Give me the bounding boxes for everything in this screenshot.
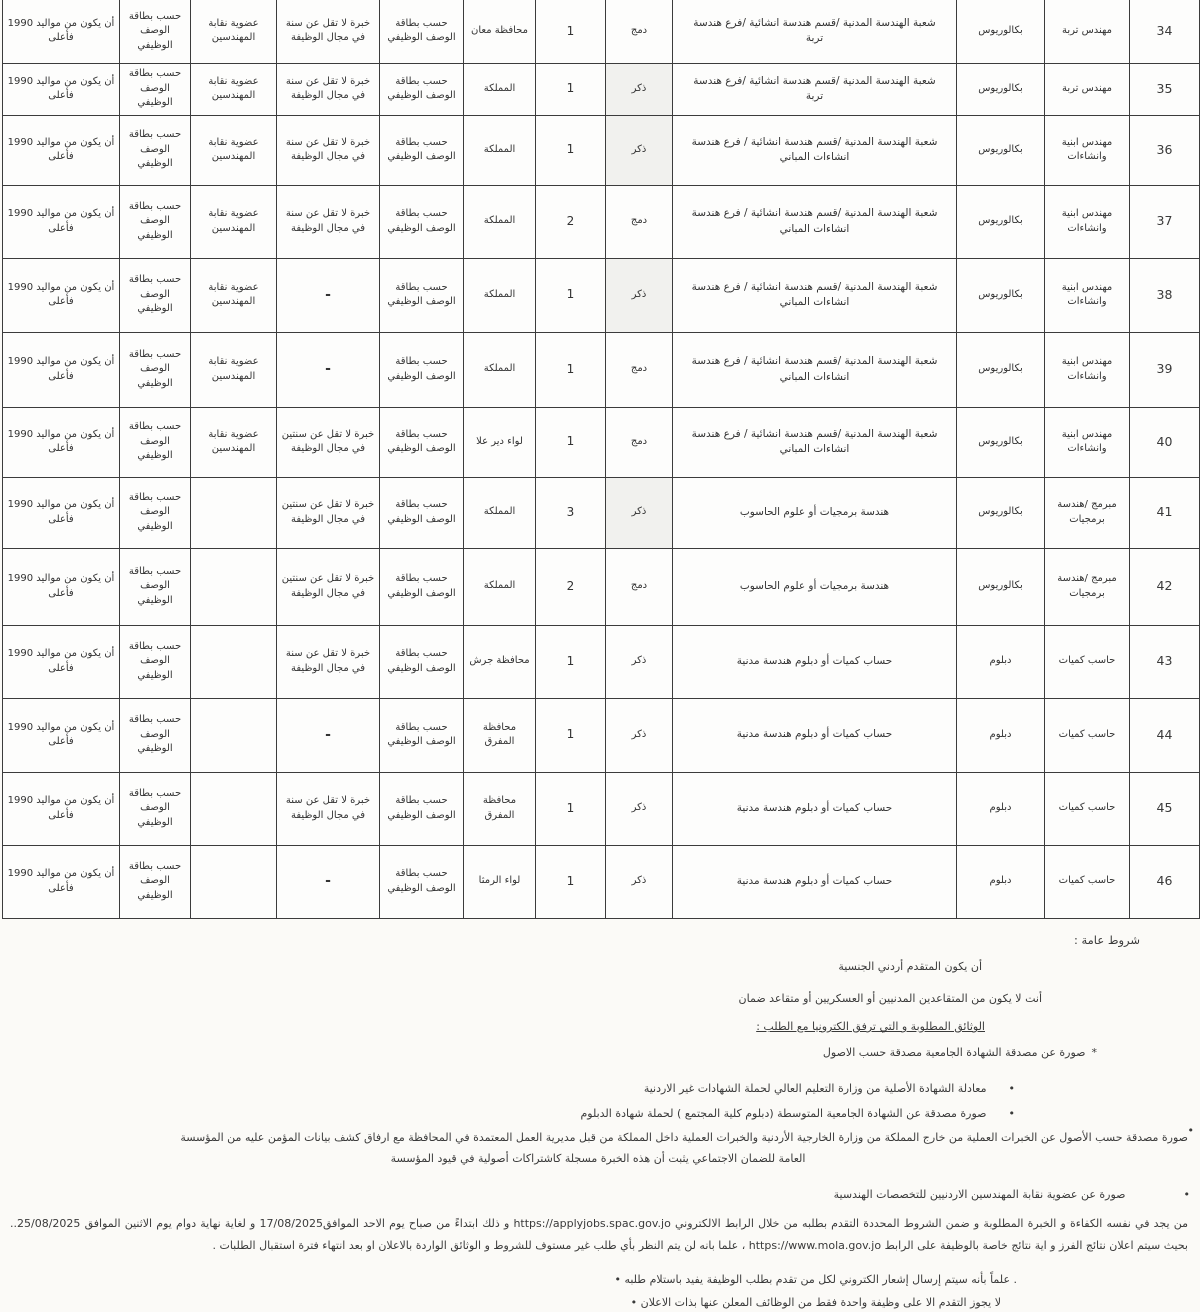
cell-birth: أن يكون من مواليد 1990 فأعلى <box>3 0 120 63</box>
cell-exp: - <box>277 258 380 332</box>
cell-birth: أن يكون من مواليد 1990 فأعلى <box>3 548 120 625</box>
cell-spec: هندسة برمجيات أو علوم الحاسوب <box>673 477 957 548</box>
cell-qual: دبلوم <box>957 845 1045 918</box>
jobs-table <box>2 0 1200 919</box>
cell-synd: عضوية نقابة المهندسين <box>191 115 277 185</box>
cell-count: 2 <box>536 548 606 625</box>
cell-gender: دمج <box>606 332 673 407</box>
table-row <box>3 772 1200 845</box>
cell-title: مهندس ابنية وانشاءات <box>1045 407 1130 477</box>
cell-desc1: حسب بطاقة الوصف الوظيفي <box>380 407 464 477</box>
condition-not-retired: أنت لا يكون من المتقاعدين المدنيين أو العسكريين أو متقاعد ضمان <box>738 992 1042 1005</box>
cell-title: حاسب كميات <box>1045 625 1130 698</box>
cell-num: 37 <box>1130 185 1200 258</box>
cell-location: المملكة <box>464 115 536 185</box>
cell-qual: بكالوريوس <box>957 548 1045 625</box>
cell-desc2: حسب بطاقة الوصف الوظيفي <box>120 332 191 407</box>
cell-location: محافظة المفرق <box>464 772 536 845</box>
cell-birth: أن يكون من مواليد 1990 فأعلى <box>3 772 120 845</box>
cell-spec: شعبة الهندسة المدنية /قسم هندسة انشائية /فرع هندسة تربة <box>673 0 957 63</box>
cell-desc1: حسب بطاقة الوصف الوظيفي <box>380 258 464 332</box>
cell-qual: بكالوريوس <box>957 185 1045 258</box>
cell-spec: شعبة الهندسة المدنية /قسم هندسة انشائية / فرع هندسة انشاءات المباني <box>673 407 957 477</box>
cell-location: محافظة جرش <box>464 625 536 698</box>
table-row <box>3 332 1200 407</box>
cell-qual: دبلوم <box>957 698 1045 772</box>
cell-birth: أن يكون من مواليد 1990 فأعلى <box>3 625 120 698</box>
cell-count: 1 <box>536 772 606 845</box>
cell-desc2: حسب بطاقة الوصف الوظيفي <box>120 115 191 185</box>
cell-num: 36 <box>1130 115 1200 185</box>
cell-synd: عضوية نقابة المهندسين <box>191 332 277 407</box>
cell-qual: بكالوريوس <box>957 0 1045 63</box>
note-electronic-receipt: . علماً بأنه سيتم إرسال إشعار الكتروني لكل من تقدم بطلب الوظيفة يفيد باستلام طلبه • <box>614 1273 1017 1286</box>
cell-birth: أن يكون من مواليد 1990 فأعلى <box>3 63 120 115</box>
cell-location: المملكة <box>464 332 536 407</box>
document-item-experience <box>8 1124 1194 1170</box>
cell-desc1: حسب بطاقة الوصف الوظيفي <box>380 477 464 548</box>
condition-nationality: أن يكون المتقدم أردني الجنسية <box>838 960 982 973</box>
cell-desc1: حسب بطاقة الوصف الوظيفي <box>380 63 464 115</box>
table-row <box>3 477 1200 548</box>
cell-synd: عضوية نقابة المهندسين <box>191 0 277 63</box>
cell-count: 1 <box>536 407 606 477</box>
cell-count: 1 <box>536 63 606 115</box>
document-item-syndicate <box>834 1188 1190 1201</box>
apply-jobs-link: https://applyjobs.spac.gov.jo <box>513 1217 671 1230</box>
cell-exp: خبرة لا تقل عن سنة في مجال الوظيفة <box>277 185 380 258</box>
cell-spec: حساب كميات أو دبلوم هندسة مدنية <box>673 772 957 845</box>
cell-count: 1 <box>536 332 606 407</box>
cell-num: 45 <box>1130 772 1200 845</box>
table-row <box>3 698 1200 772</box>
document-item-text: صورة عن مصدقة الشهادة الجامعية مصدقة حسب الاصول <box>822 1046 1086 1059</box>
document-item-text: صورة مصدقة عن الشهادة الجامعية المتوسطة (دبلوم كلية المجتمع ) لحملة شهادة الدبلوم <box>580 1107 987 1120</box>
cell-desc1: حسب بطاقة الوصف الوظيفي <box>380 625 464 698</box>
cell-birth: أن يكون من مواليد 1990 فأعلى <box>3 258 120 332</box>
cell-synd <box>191 548 277 625</box>
cell-title: مهندس ابنية وانشاءات <box>1045 115 1130 185</box>
cell-num: 44 <box>1130 698 1200 772</box>
cell-location: لواء دير علا <box>464 407 536 477</box>
asterisk-bullet-icon: * <box>1091 1046 1097 1059</box>
cell-synd: عضوية نقابة المهندسين <box>191 185 277 258</box>
cell-synd <box>191 772 277 845</box>
cell-spec: شعبة الهندسة المدنية /قسم هندسة انشائية / فرع هندسة انشاءات المباني <box>673 115 957 185</box>
cell-desc1: حسب بطاقة الوصف الوظيفي <box>380 0 464 63</box>
document-item-degree <box>823 1046 1097 1059</box>
table-row <box>3 115 1200 185</box>
cell-count: 1 <box>536 698 606 772</box>
table-row <box>3 407 1200 477</box>
application-text: و ذلك ابتداءً من صباح يوم الاحد الموافق17/08/2025 و لغاية نهاية دوام يوم الاثنين الموافق 25/08/2025.. بحيث سيتم اعلان نتائج الفرز و اية نتائج خاصة بالوظيفة على الرابط <box>10 1217 1188 1252</box>
results-link: https://www.mola.gov.jo <box>748 1239 882 1252</box>
dot-bullet-icon: • <box>1187 1124 1194 1137</box>
cell-synd: عضوية نقابة المهندسين <box>191 407 277 477</box>
cell-desc2: حسب بطاقة الوصف الوظيفي <box>120 185 191 258</box>
cell-desc2: حسب بطاقة الوصف الوظيفي <box>120 548 191 625</box>
cell-spec: حساب كميات أو دبلوم هندسة مدنية <box>673 698 957 772</box>
cell-num: 34 <box>1130 0 1200 63</box>
cell-exp: خبرة لا تقل عن سنتين في مجال الوظيفة <box>277 548 380 625</box>
cell-exp: خبرة لا تقل عن سنة في مجال الوظيفة <box>277 63 380 115</box>
cell-desc1: حسب بطاقة الوصف الوظيفي <box>380 185 464 258</box>
cell-title: مهندس ابنية وانشاءات <box>1045 185 1130 258</box>
cell-desc2: حسب بطاقة الوصف الوظيفي <box>120 625 191 698</box>
document-item-text-line1: صورة مصدقة حسب الأصول عن الخبرات العملية من خارج المملكة من وزارة الخارجية الأردنية والخبرات العملية داخل المملكة من قبل مديرية العمل المعتمدة في المحافظة مع ارفاق كشف بيانات المؤمن عليه من المؤسسة <box>180 1131 1188 1144</box>
cell-desc1: حسب بطاقة الوصف الوظيفي <box>380 115 464 185</box>
cell-title: مبرمج /هندسة برمجيات <box>1045 548 1130 625</box>
cell-qual: بكالوريوس <box>957 477 1045 548</box>
document-item-text-line2: العامة للضمان الاجتماعي يثبت أن هذه الخبرة مسجلة كاشتراكات أصولية في قيود المؤسسة <box>390 1152 806 1165</box>
table-row <box>3 185 1200 258</box>
cell-location: المملكة <box>464 258 536 332</box>
cell-title: مبرمج /هندسة برمجيات <box>1045 477 1130 548</box>
cell-count: 2 <box>536 185 606 258</box>
cell-exp: خبرة لا تقل عن سنة في مجال الوظيفة <box>277 625 380 698</box>
cell-spec: حساب كميات أو دبلوم هندسة مدنية <box>673 845 957 918</box>
cell-gender: ذكر <box>606 63 673 115</box>
cell-spec: شعبة الهندسة المدنية /قسم هندسة انشائية / فرع هندسة انشاءات المباني <box>673 185 957 258</box>
cell-spec: شعبة الهندسة المدنية /قسم هندسة انشائية /فرع هندسة تربة <box>673 63 957 115</box>
application-text: ، علما بانه لن يتم النظر بأي طلب غير مستوف للشروط و الوثائق الواردة بالاعلان او بعد انتهاء فترة استقبال الطلبات . <box>212 1239 746 1252</box>
cell-gender: ذكر <box>606 698 673 772</box>
dot-bullet-icon: • <box>1183 1188 1190 1201</box>
cell-birth: أن يكون من مواليد 1990 فأعلى <box>3 845 120 918</box>
cell-qual: بكالوريوس <box>957 258 1045 332</box>
cell-exp: - <box>277 845 380 918</box>
cell-synd <box>191 477 277 548</box>
cell-count: 1 <box>536 115 606 185</box>
cell-spec: شعبة الهندسة المدنية /قسم هندسة انشائية / فرع هندسة انشاءات المباني <box>673 258 957 332</box>
cell-location: المملكة <box>464 548 536 625</box>
cell-gender: ذكر <box>606 845 673 918</box>
dot-bullet-icon: • <box>1008 1107 1015 1120</box>
application-instructions-paragraph <box>10 1213 1188 1257</box>
document-item-text: صورة عن عضوية نقابة المهندسين الاردنيين للتخصصات الهندسية <box>833 1188 1126 1201</box>
cell-synd: عضوية نقابة المهندسين <box>191 63 277 115</box>
cell-count: 1 <box>536 625 606 698</box>
cell-gender: ذكر <box>606 258 673 332</box>
cell-spec: حساب كميات أو دبلوم هندسة مدنية <box>673 625 957 698</box>
cell-synd <box>191 845 277 918</box>
cell-qual: دبلوم <box>957 625 1045 698</box>
cell-num: 35 <box>1130 63 1200 115</box>
cell-num: 40 <box>1130 407 1200 477</box>
cell-desc1: حسب بطاقة الوصف الوظيفي <box>380 772 464 845</box>
general-conditions-heading: شروط عامة : <box>1073 933 1140 947</box>
cell-num: 41 <box>1130 477 1200 548</box>
general-conditions-section <box>0 918 1200 1312</box>
cell-num: 38 <box>1130 258 1200 332</box>
cell-num: 46 <box>1130 845 1200 918</box>
document-item-diploma <box>580 1107 1015 1120</box>
cell-location: محافظة معان <box>464 0 536 63</box>
cell-gender: دمج <box>606 407 673 477</box>
table-row <box>3 0 1200 63</box>
cell-desc2: حسب بطاقة الوصف الوظيفي <box>120 477 191 548</box>
cell-title: مهندس ابنية وانشاءات <box>1045 258 1130 332</box>
note-single-application: لا يجوز التقدم الا على وظيفة واحدة فقط من الوظائف المعلن عنها بذات الاعلان • <box>630 1296 1001 1309</box>
cell-count: 1 <box>536 258 606 332</box>
cell-gender: دمج <box>606 0 673 63</box>
table-row <box>3 625 1200 698</box>
cell-birth: أن يكون من مواليد 1990 فأعلى <box>3 332 120 407</box>
cell-qual: بكالوريوس <box>957 407 1045 477</box>
cell-title: حاسب كميات <box>1045 845 1130 918</box>
cell-desc2: حسب بطاقة الوصف الوظيفي <box>120 63 191 115</box>
cell-gender: ذكر <box>606 115 673 185</box>
cell-gender: دمج <box>606 185 673 258</box>
cell-title: مهندس ابنية وانشاءات <box>1045 332 1130 407</box>
cell-title: حاسب كميات <box>1045 698 1130 772</box>
table-row <box>3 548 1200 625</box>
cell-desc2: حسب بطاقة الوصف الوظيفي <box>120 772 191 845</box>
dot-bullet-icon: • <box>1008 1082 1015 1095</box>
cell-desc1: حسب بطاقة الوصف الوظيفي <box>380 845 464 918</box>
cell-num: 39 <box>1130 332 1200 407</box>
required-documents-heading: الوثائق المطلوبة و التي ترفق الكترونيا مع الطلب : <box>756 1020 985 1033</box>
cell-desc2: حسب بطاقة الوصف الوظيفي <box>120 698 191 772</box>
cell-location: المملكة <box>464 477 536 548</box>
cell-location: محافظة المفرق <box>464 698 536 772</box>
cell-num: 42 <box>1130 548 1200 625</box>
cell-desc1: حسب بطاقة الوصف الوظيفي <box>380 698 464 772</box>
cell-count: 1 <box>536 0 606 63</box>
cell-exp: - <box>277 698 380 772</box>
cell-birth: أن يكون من مواليد 1990 فأعلى <box>3 698 120 772</box>
table-row <box>3 258 1200 332</box>
document-item-equivalence <box>644 1082 1015 1095</box>
table-row <box>3 63 1200 115</box>
cell-exp: خبرة لا تقل عن سنتين في مجال الوظيفة <box>277 407 380 477</box>
cell-exp: خبرة لا تقل عن سنة في مجال الوظيفة <box>277 0 380 63</box>
cell-exp: خبرة لا تقل عن سنة في مجال الوظيفة <box>277 772 380 845</box>
cell-num: 43 <box>1130 625 1200 698</box>
cell-exp: - <box>277 332 380 407</box>
cell-gender: ذكر <box>606 625 673 698</box>
cell-qual: بكالوريوس <box>957 63 1045 115</box>
cell-title: مهندس تربة <box>1045 63 1130 115</box>
cell-qual: دبلوم <box>957 772 1045 845</box>
cell-synd <box>191 625 277 698</box>
document-item-text: معادلة الشهادة الأصلية من وزارة التعليم العالي لحملة الشهادات غير الاردنية <box>643 1082 987 1095</box>
cell-desc2: حسب بطاقة الوصف الوظيفي <box>120 407 191 477</box>
cell-location: لواء الرمثا <box>464 845 536 918</box>
table-row <box>3 845 1200 918</box>
cell-birth: أن يكون من مواليد 1990 فأعلى <box>3 477 120 548</box>
cell-title: مهندس تربة <box>1045 0 1130 63</box>
cell-spec: هندسة برمجيات أو علوم الحاسوب <box>673 548 957 625</box>
cell-gender: دمج <box>606 548 673 625</box>
cell-count: 1 <box>536 845 606 918</box>
application-text: من يجد في نفسه الكفاءة و الخبرة المطلوبة و ضمن الشروط المحددة التقدم بطلبه من خلال الرابط الالكتروني <box>675 1217 1189 1230</box>
cell-spec: شعبة الهندسة المدنية /قسم هندسة انشائية / فرع هندسة انشاءات المباني <box>673 332 957 407</box>
cell-birth: أن يكون من مواليد 1990 فأعلى <box>3 407 120 477</box>
cell-gender: ذكر <box>606 772 673 845</box>
cell-synd: عضوية نقابة المهندسين <box>191 258 277 332</box>
cell-qual: بكالوريوس <box>957 115 1045 185</box>
cell-qual: بكالوريوس <box>957 332 1045 407</box>
cell-birth: أن يكون من مواليد 1990 فأعلى <box>3 115 120 185</box>
cell-desc2: حسب بطاقة الوصف الوظيفي <box>120 0 191 63</box>
cell-birth: أن يكون من مواليد 1990 فأعلى <box>3 185 120 258</box>
cell-count: 3 <box>536 477 606 548</box>
cell-gender: ذكر <box>606 477 673 548</box>
cell-desc2: حسب بطاقة الوصف الوظيفي <box>120 845 191 918</box>
cell-desc1: حسب بطاقة الوصف الوظيفي <box>380 548 464 625</box>
cell-location: المملكة <box>464 185 536 258</box>
cell-exp: خبرة لا تقل عن سنتين في مجال الوظيفة <box>277 477 380 548</box>
cell-desc1: حسب بطاقة الوصف الوظيفي <box>380 332 464 407</box>
cell-location: المملكة <box>464 63 536 115</box>
cell-exp: خبرة لا تقل عن سنة في مجال الوظيفة <box>277 115 380 185</box>
cell-desc2: حسب بطاقة الوصف الوظيفي <box>120 258 191 332</box>
cell-synd <box>191 698 277 772</box>
cell-title: حاسب كميات <box>1045 772 1130 845</box>
